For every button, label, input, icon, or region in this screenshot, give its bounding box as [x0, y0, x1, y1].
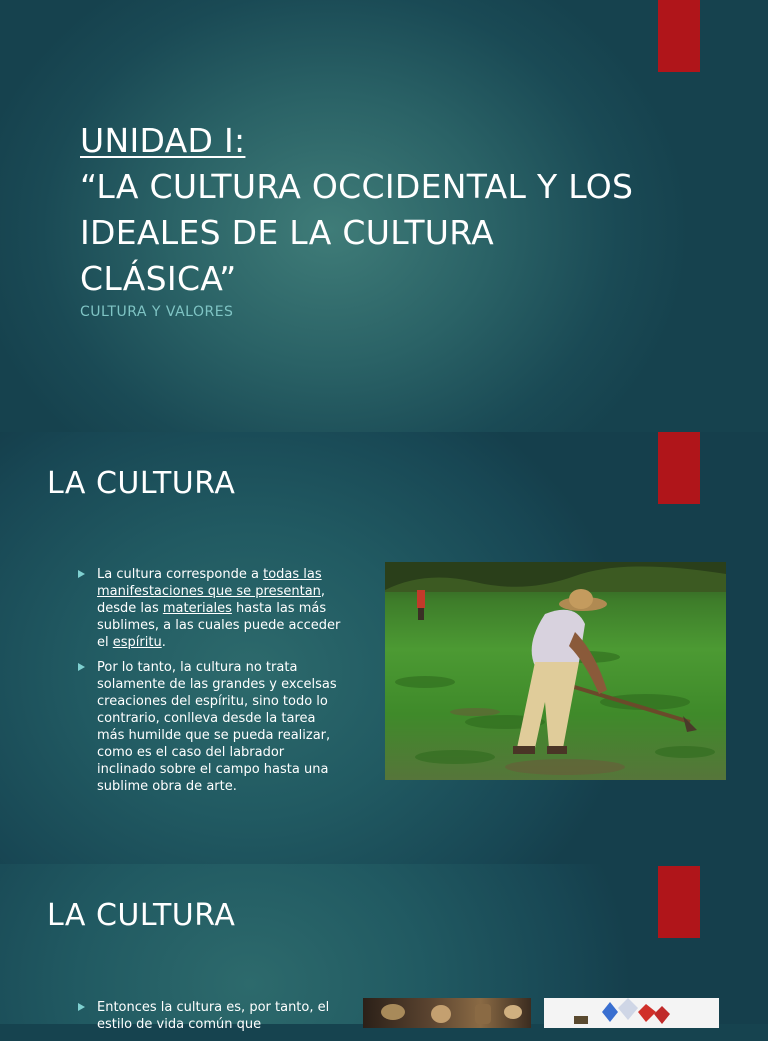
section-title: LA CULTURA [47, 898, 236, 933]
section-title: LA CULTURA [47, 466, 236, 501]
bullet-item [78, 566, 346, 651]
bullet-arrow-icon [78, 1003, 85, 1011]
link-espiritu[interactable]: espíritu [112, 635, 162, 650]
link-materiales[interactable]: materiales [162, 601, 232, 616]
bullet-arrow-icon [78, 570, 85, 578]
unit-name: “LA CULTURA OCCIDENTAL Y LOS IDEALES DE LA CULTURA CLÁSICA” [80, 167, 634, 298]
gems-illustration [544, 998, 719, 1028]
link-manifestaciones[interactable]: todas las manifestaciones que se presentan [97, 567, 322, 599]
bullet-text: Por lo tanto, la cultura no trata solamente de las grandes y excelsas creaciones del espíritu, sino todo lo contrario, conlleva desde la tarea más humilde que se pueda realizar, como es el caso del labrador inclinado sobre el campo hasta una sublime obra de arte. [97, 660, 337, 794]
artifacts-photo [363, 998, 531, 1028]
bullet-list [78, 566, 346, 803]
bullet-arrow-icon [78, 663, 85, 671]
accent-bar [658, 0, 700, 72]
slide-la-cultura-1 [0, 432, 768, 864]
unit-title [80, 118, 640, 302]
bullet-text: hasta las más sublimes, a las cuales puede acceder el [97, 601, 341, 650]
slide-title [0, 0, 768, 432]
bullet-text: . [161, 635, 166, 650]
bullet-list [78, 999, 346, 1041]
unit-label: UNIDAD I: [80, 121, 246, 160]
bullet-text: Entonces la cultura es, por tanto, el estilo de vida común que [97, 1000, 330, 1032]
bullet-text: La cultura corresponde a [97, 567, 264, 582]
unit-subtitle: CULTURA Y VALORES [80, 304, 234, 320]
accent-bar [658, 866, 700, 938]
farmer-photo-illustration [385, 562, 726, 780]
accent-bar [658, 432, 700, 504]
slide-la-cultura-2 [0, 864, 768, 1032]
bullet-item [78, 999, 346, 1033]
farmer-photo [385, 562, 726, 780]
gems-photo [544, 998, 719, 1028]
bullet-item [78, 659, 346, 795]
artifacts-illustration [363, 998, 531, 1028]
bullet-text: , desde las [97, 584, 326, 616]
